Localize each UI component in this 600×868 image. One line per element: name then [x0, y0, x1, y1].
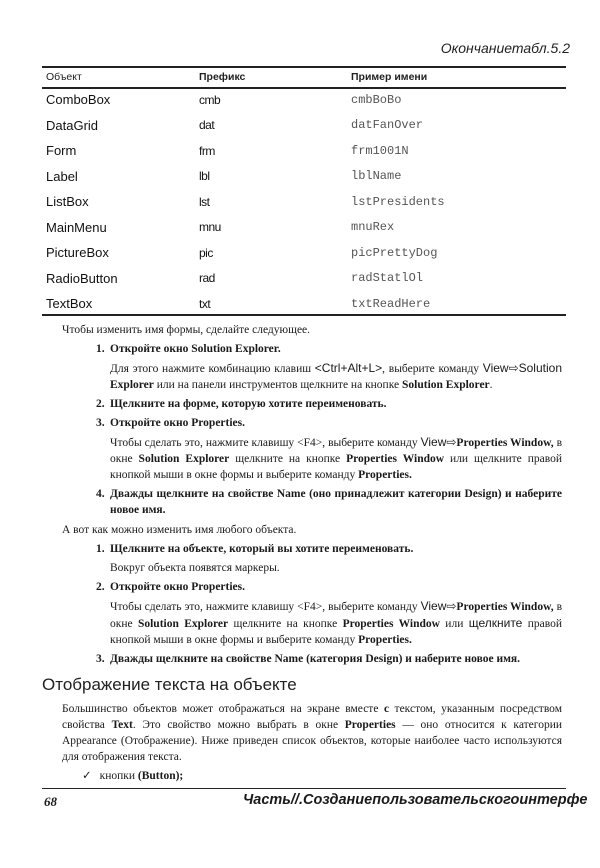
cell-prefix: lbl — [199, 169, 210, 184]
cell-prefix: rad — [199, 271, 215, 286]
cell-object: PictureBox — [46, 245, 109, 261]
prefix-table — [42, 66, 566, 317]
text-run: Properties Window, — [456, 601, 554, 613]
step-number: 3. — [96, 417, 105, 429]
text-run: View⇨ — [420, 435, 457, 449]
step-item — [96, 651, 562, 667]
cell-example: datFanOver — [351, 118, 424, 133]
step-title: Щелкните на форме, которую хотите переименовать. — [110, 398, 387, 410]
text-run: правой кнопкой мыши в окне формы и выберите команду — [110, 618, 562, 646]
cell-object: Label — [46, 168, 78, 184]
step-item — [96, 486, 562, 518]
text-run: Properties. — [358, 634, 412, 646]
cell-prefix: frm — [199, 143, 215, 158]
bullet-text: кнопки — [99, 770, 138, 782]
text-run: Solution Explorer — [137, 618, 229, 630]
cell-prefix: txt — [199, 296, 211, 311]
step-body — [110, 434, 562, 483]
cell-prefix: dat — [199, 118, 215, 133]
step-content — [110, 579, 562, 648]
step-content — [110, 341, 562, 393]
intro-paragraph-1 — [62, 322, 562, 338]
text-run: Solution Explorer — [402, 379, 490, 391]
step-title: Откройте окно Properties. — [110, 417, 246, 429]
cell-object: ComboBox — [46, 92, 111, 108]
text-run: View⇨Solution — [482, 361, 562, 375]
cell-object: TextBox — [46, 296, 93, 312]
text-run: с — [383, 703, 390, 715]
text-run: щелкните на кнопке — [228, 618, 343, 630]
text-run: или на панели инструментов щелкните на кнопке — [153, 379, 402, 391]
text-run: в окне — [110, 437, 563, 465]
step-body — [110, 360, 562, 393]
step-number: 1. — [96, 543, 105, 555]
cell-example: txtReadHere — [351, 296, 431, 311]
text-run: Чтобы изменить имя формы, сделайте следующее. — [62, 324, 311, 336]
text-run: щелкните на кнопке — [229, 453, 347, 465]
text-run: Properties Window — [342, 618, 440, 630]
text-run: Properties Window — [346, 453, 445, 465]
text-run: Properties. — [358, 469, 412, 481]
table-row — [42, 240, 566, 266]
text-run: <Ctrl+Alt+L> — [314, 361, 383, 375]
column-header-example: Пример имени — [351, 70, 428, 83]
text-run: View⇨ — [420, 599, 457, 613]
step-number: 2. — [96, 581, 105, 593]
step-number: 2. — [96, 398, 105, 410]
step-item — [96, 579, 562, 648]
table-caption: Окончаниетабл.5.2 — [440, 40, 570, 56]
step-item — [96, 341, 562, 393]
text-run: или щелкните правой кнопкой мыши в окне формы и выберите команду — [110, 453, 562, 481]
text-run: Большинство объектов может отображаться на экране вместе — [62, 703, 384, 715]
cell-example: frm1001N — [351, 143, 409, 158]
cell-example: cmbBoBo — [351, 92, 402, 107]
text-run: Чтобы сделать это, нажмите клавишу <F4>, выберите команду — [110, 437, 421, 449]
table-row — [42, 87, 566, 113]
cell-object: RadioButton — [46, 270, 118, 286]
table-row — [42, 189, 566, 215]
cell-example: picPrettyDog — [351, 245, 438, 260]
text-run: Properties Window, — [456, 437, 554, 449]
step-content — [110, 415, 562, 483]
cell-example: mnuRex — [351, 220, 395, 235]
step-item — [96, 415, 562, 483]
section-paragraph — [62, 701, 562, 765]
cell-object: ListBox — [46, 194, 89, 210]
step-title: Откройте окно Properties. — [110, 581, 246, 593]
step-number: 1. — [96, 343, 105, 355]
step-content — [110, 486, 562, 518]
table-row — [42, 113, 566, 139]
step-body — [110, 560, 562, 576]
text-run: Solution Explorer — [138, 453, 230, 465]
cell-example: lstPresidents — [351, 194, 445, 209]
table-row — [42, 138, 566, 164]
body-text — [42, 322, 588, 813]
text-run: . Это свойство можно выбрать в окне — [132, 719, 345, 731]
cell-prefix: pic — [199, 245, 213, 260]
table-row — [42, 291, 566, 317]
table-row — [42, 164, 566, 190]
text-run: — оно относится к категории Appearance (Отображение). Ниже приведен список объектов, которые наиболее часто используются для отображения текста. — [62, 719, 563, 763]
step-title: Дважды щелкните на свойстве Name (категория Design) и наберите новое имя. — [110, 653, 521, 665]
page-number: 68 — [44, 794, 57, 809]
cell-example: radStatlOl — [351, 271, 424, 286]
step-title: Дважды щелкните на свойстве Name (оно принадлежит категории Design) и наберите новое имя. — [110, 488, 562, 516]
table-bottom-rule — [42, 314, 566, 316]
text-run: щелкните — [468, 616, 523, 630]
step-item — [96, 396, 562, 412]
text-run: Вокруг объекта появятся маркеры. — [110, 562, 280, 574]
text-run: Properties — [344, 719, 396, 731]
step-list-2 — [62, 541, 562, 667]
check-icon: ✓ — [82, 770, 92, 782]
cell-prefix: mnu — [199, 220, 221, 235]
cell-object: Form — [46, 143, 77, 159]
text-run: Text — [111, 719, 133, 731]
step-item — [96, 541, 562, 576]
step-content — [110, 396, 562, 412]
step-list-1 — [62, 341, 562, 518]
step-number: 4. — [96, 488, 105, 500]
step-content — [110, 541, 562, 576]
text-run: . — [489, 379, 493, 391]
table-row — [42, 215, 566, 241]
bullet-item — [82, 768, 562, 784]
text-run: текстом, указанным посредством свойства — [62, 703, 562, 731]
step-body — [110, 598, 562, 648]
cell-object: DataGrid — [46, 117, 99, 133]
step-number: 3. — [96, 653, 105, 665]
text-run: Для этого нажмите комбинацию клавиш — [110, 363, 315, 375]
page-footer — [42, 788, 588, 813]
section-heading: Отображение текста на объекте — [42, 675, 297, 694]
cell-prefix: lst — [199, 194, 210, 209]
cell-object: MainMenu — [46, 219, 107, 235]
step-title: Откройте окно Solution Explorer. — [110, 343, 281, 355]
text-run: в окне — [110, 601, 563, 630]
text-run: Чтобы сделать это, нажмите клавишу <F4>, выберите команду — [110, 601, 421, 613]
text-run: Explorer — [110, 379, 154, 391]
table-header-row — [42, 66, 566, 87]
text-run: А вот как можно изменить имя любого объекта. — [62, 524, 297, 536]
bullet-bold-text: (Button); — [137, 770, 184, 782]
running-footer-title: Часть//.Созданиепользовательскогоинтерфе — [243, 792, 588, 808]
cell-example: lblName — [351, 169, 402, 184]
table-row — [42, 266, 566, 292]
step-title: Щелкните на объекте, который вы хотите переименовать. — [110, 543, 414, 555]
text-run: или — [439, 618, 469, 630]
column-header-prefix: Префикс — [199, 70, 246, 83]
column-header-object: Объект — [46, 70, 82, 83]
text-run: , выберите команду — [382, 363, 483, 375]
cell-prefix: cmb — [199, 92, 221, 107]
step-content — [110, 651, 562, 667]
intro-paragraph-2 — [62, 522, 562, 538]
